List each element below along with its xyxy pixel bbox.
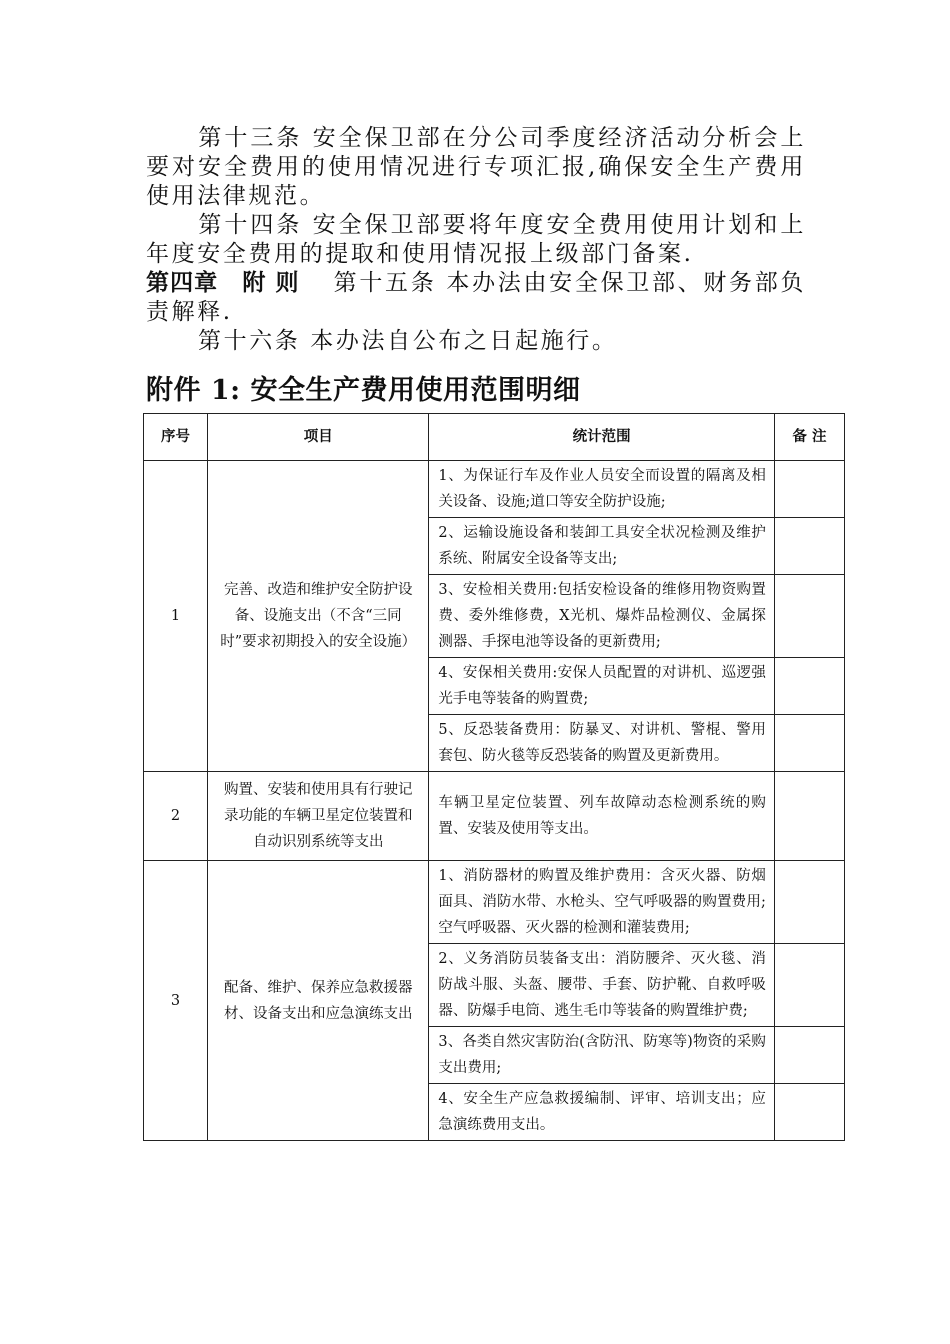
- scope-cell: 4、安保相关费用:安保人员配置的对讲机、巡逻强光手电等装备的购置费;: [429, 658, 774, 715]
- row-no: 1: [144, 461, 208, 772]
- row-item: 配备、维护、保养应急救援器材、设备支出和应急演练支出: [208, 861, 429, 1141]
- note-cell: [774, 1027, 844, 1084]
- note-cell: [774, 461, 844, 518]
- table-row: [144, 861, 845, 944]
- scope-cell: 5、反恐装备费用：防暴叉、对讲机、警棍、警用套包、防火毯等反恐装备的购置及更新费用。: [429, 715, 774, 772]
- scope-cell: 3、各类自然灾害防治(含防汛、防寒等)物资的采购支出费用;: [429, 1027, 774, 1084]
- row-no: 2: [144, 772, 208, 861]
- attachment-title: 附件 1: 安全生产费用使用范围明细: [146, 375, 581, 406]
- article-16: [146, 327, 806, 356]
- note-cell: [774, 715, 844, 772]
- scope-cell: 3、安检相关费用:包括安检设备的维修用物资购置费、委外维修费，X光机、爆炸品检测仪、金属探测器、手探电池等设备的更新费用;: [429, 575, 774, 658]
- scope-cell: 4、安全生产应急救援编制、评审、培训支出；应急演练费用支出。: [429, 1084, 774, 1141]
- row-no: 3: [144, 861, 208, 1141]
- table-row: [144, 461, 845, 518]
- article-14-text: 第十四条 安全保卫部要将年度安全费用使用计划和上年度安全费用的提取和使用情况报上级部门备案.: [146, 212, 806, 267]
- note-cell: [774, 518, 844, 575]
- article-15-text: 第十五条 本办法由安全保卫部、财务部负责解释.: [146, 270, 806, 325]
- article-16-text: 第十六条 本办法自公布之日起施行。: [198, 328, 618, 354]
- expense-scope-table: [143, 413, 845, 1141]
- header-no: 序号: [144, 414, 208, 461]
- note-cell: [774, 658, 844, 715]
- note-cell: [774, 861, 844, 944]
- note-cell: [774, 575, 844, 658]
- scope-cell: 2、义务消防员装备支出：消防腰斧、灭火毯、消防战斗服、头盔、腰带、手套、防护靴、自救呼吸器、防爆手电筒、逃生毛巾等装备的购置维护费;: [429, 944, 774, 1027]
- chapter-four: [146, 269, 806, 327]
- article-14: [146, 211, 806, 269]
- row-item: 完善、改造和维护安全防护设备、设施支出（不含“三同时”要求初期投入的安全设施）: [208, 461, 429, 772]
- table-row: [144, 772, 845, 861]
- chapter-heading: 第四章 附 则: [146, 270, 300, 296]
- scope-cell: 1、消防器材的购置及维护费用：含灭火器、防烟面具、消防水带、水枪头、空气呼吸器的购置费用;空气呼吸器、灭火器的检测和灌装费用;: [429, 861, 774, 944]
- scope-cell: 车辆卫星定位装置、列车故障动态检测系统的购置、安装及使用等支出。: [429, 772, 774, 861]
- article-13: [146, 124, 806, 211]
- scope-cell: 2、运输设施设备和装卸工具安全状况检测及维护系统、附属安全设备等支出;: [429, 518, 774, 575]
- scope-cell: 1、为保证行车及作业人员安全而设置的隔离及相关设备、设施;道口等安全防护设施;: [429, 461, 774, 518]
- header-item: 项目: [208, 414, 429, 461]
- article-13-text: 第十三条 安全保卫部在分公司季度经济活动分析会上要对安全费用的使用情况进行专项汇报,确保安全生产费用使用法律规范。: [146, 125, 806, 209]
- note-cell: [774, 1084, 844, 1141]
- header-scope: 统计范围: [429, 414, 774, 461]
- note-cell: [774, 772, 844, 861]
- table-header-row: [144, 414, 845, 461]
- row-item: 购置、安装和使用具有行驶记录功能的车辆卫星定位装置和自动识别系统等支出: [208, 772, 429, 861]
- note-cell: [774, 944, 844, 1027]
- header-note: 备 注: [774, 414, 844, 461]
